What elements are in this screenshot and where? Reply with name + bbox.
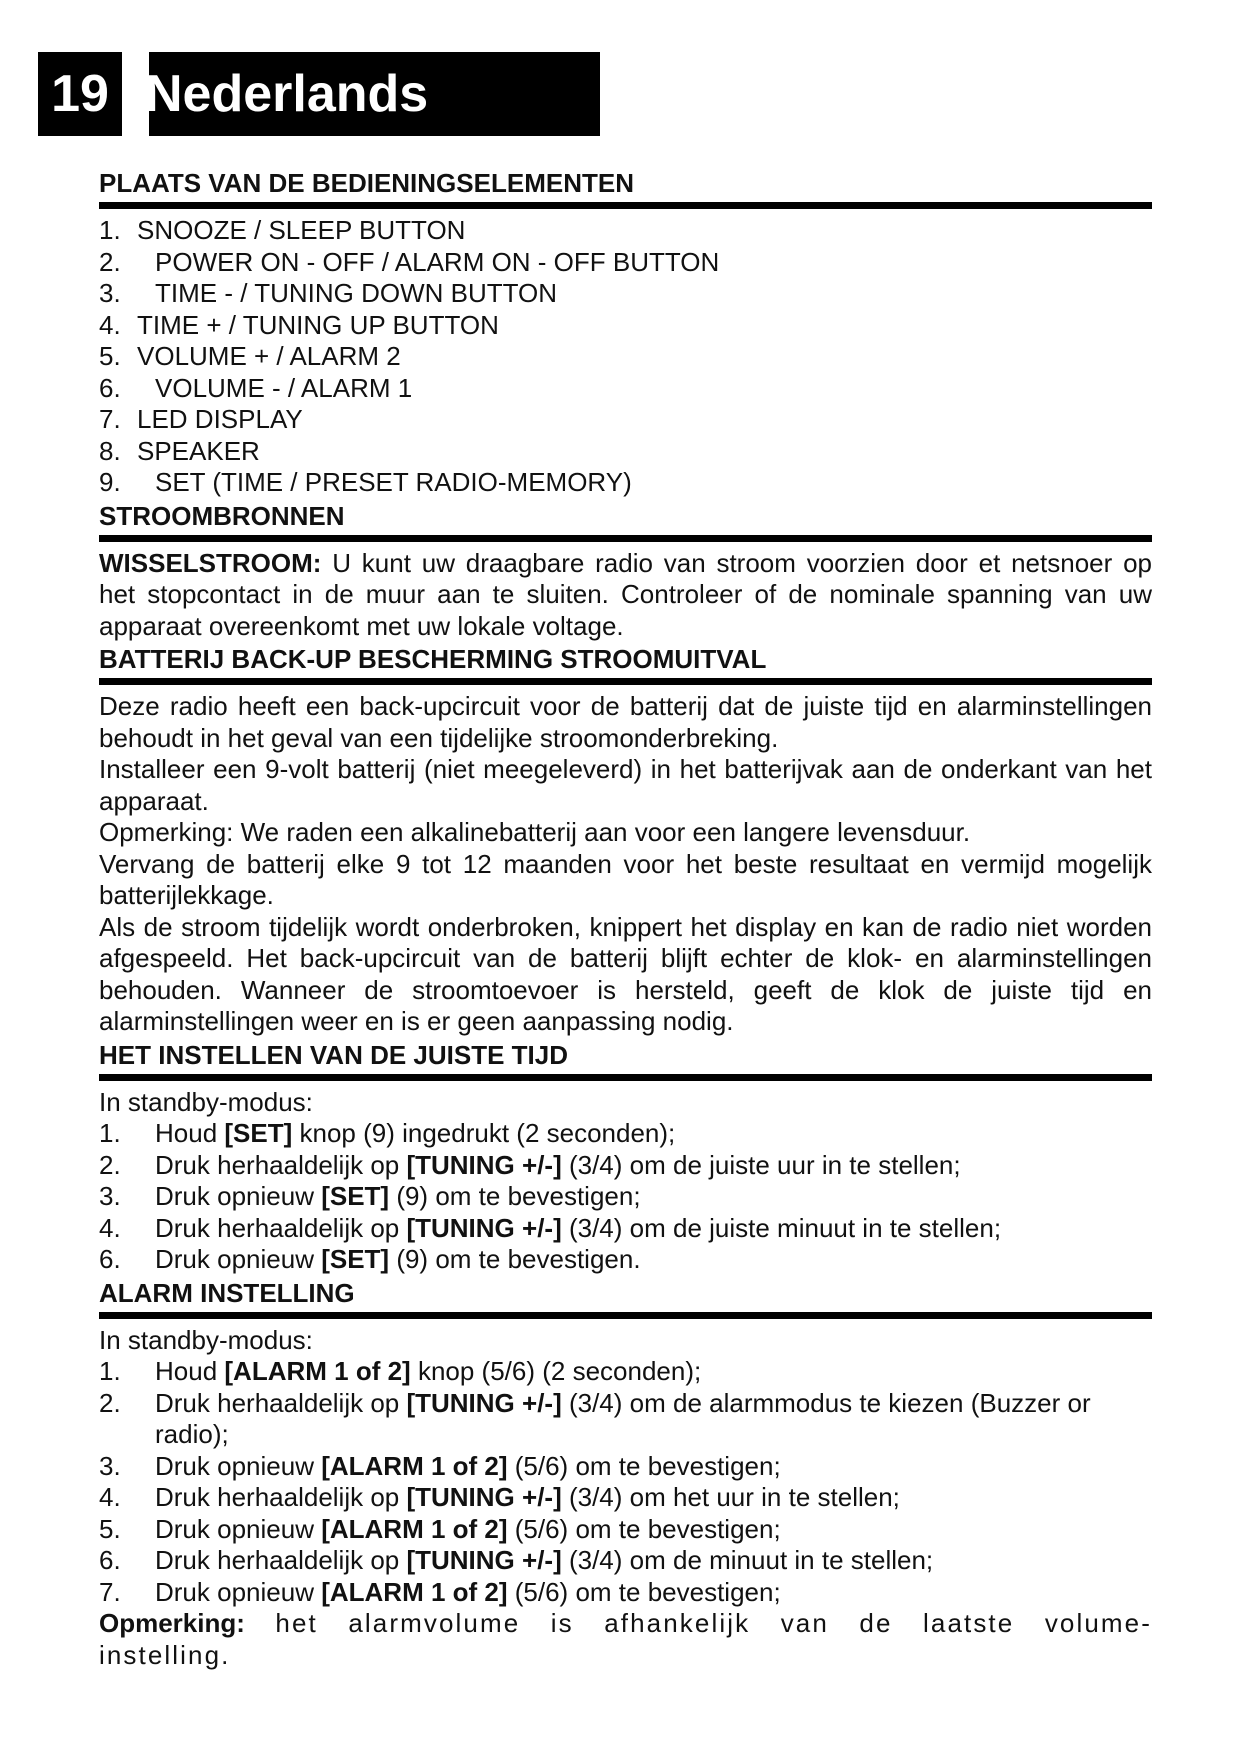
- item-text: SNOOZE / SLEEP BUTTON: [137, 215, 466, 245]
- battery-paragraph-5: Als de stroom tijdelijk wordt onderbroken, knippert het display en kan de radio niet worden afgespeeld. Het back-upcircuit van de batterij blijft echter de klok- en alarminstellingen behouden. Wanneer de stroomtoevoer is hersteld, geeft de klok de juiste tijd en alarminstellingen weer en is er geen aanpassing nodig.: [99, 911, 1152, 1036]
- step-text: Druk herhaaldelijk op [TUNING +/-] (3/4) om de juiste uur in te stellen;: [155, 1149, 961, 1180]
- list-item: [99, 1514, 1152, 1546]
- list-item: [99, 467, 1152, 499]
- list-item: [99, 1545, 1152, 1577]
- item-text: SET (TIME / PRESET RADIO-MEMORY): [155, 467, 632, 497]
- section-title: HET INSTELLEN VAN DE JUISTE TIJD: [99, 1039, 569, 1070]
- manual-content: [99, 168, 1152, 1671]
- page-number: 19: [38, 52, 122, 136]
- step-number: 6.: [99, 1244, 121, 1274]
- list-item: [99, 1150, 1152, 1182]
- step-number: 7.: [99, 1576, 121, 1607]
- list-item: [99, 404, 1152, 436]
- section-alarm: [99, 1278, 1152, 1672]
- list-item: [99, 1388, 1152, 1451]
- section-controls: [99, 168, 1152, 499]
- alarm-intro: In standby-modus:: [99, 1324, 313, 1355]
- item-text: TIME + / TUNING UP BUTTON: [137, 309, 499, 340]
- step-text: Druk opnieuw [ALARM 1 of 2] (5/6) om te bevestigen;: [155, 1576, 781, 1607]
- list-item: [99, 1181, 1152, 1213]
- section-rule: [99, 678, 1152, 685]
- language-title: [145, 52, 600, 136]
- section-rule: [99, 202, 1152, 209]
- list-item: [99, 341, 1152, 373]
- list-item: [99, 1482, 1152, 1514]
- note-lead: Opmerking:: [99, 1608, 245, 1638]
- step-number: 2.: [99, 1387, 121, 1418]
- step-text: Druk herhaaldelijk op [TUNING +/-] (3/4) om de alarmmodus te kiezen (Buzzer or radio);: [155, 1387, 1091, 1449]
- list-item: [99, 215, 1152, 247]
- section-time: [99, 1040, 1152, 1276]
- note-text: het alarmvolume is afhankelijk van de laatste volume-instelling.: [99, 1608, 1152, 1670]
- list-item: [99, 373, 1152, 405]
- item-number: 2.: [99, 246, 121, 277]
- list-item: [99, 1213, 1152, 1245]
- list-item: [99, 1451, 1152, 1483]
- section-title: BATTERIJ BACK-UP BESCHERMING STROOMUITVAL: [99, 644, 767, 674]
- step-text: Druk opnieuw [SET] (9) om te bevestigen;: [155, 1181, 641, 1211]
- item-number: 5.: [99, 341, 121, 371]
- language-label: Nederlands: [145, 65, 429, 123]
- section-rule: [99, 1312, 1152, 1319]
- step-text: Druk opnieuw [ALARM 1 of 2] (5/6) om te bevestigen;: [155, 1450, 781, 1481]
- power-text: U kunt uw draagbare radio van stroom voorzien door et netsnoer op het stopcontact in de muur aan te sluiten. Controleer of de nominale spanning van uw apparaat overeenkomt met uw lokale voltage.: [99, 547, 1152, 641]
- step-text: Druk opnieuw [ALARM 1 of 2] (5/6) om te bevestigen;: [155, 1513, 781, 1544]
- battery-paragraph-3: Opmerking: We raden een alkalinebatterij aan voor een langere levensduur.: [99, 817, 971, 847]
- item-number: 4.: [99, 309, 121, 340]
- step-text: Houd [SET] knop (9) ingedrukt (2 seconden);: [155, 1118, 676, 1148]
- step-number: 2.: [99, 1149, 121, 1180]
- item-text: SPEAKER: [137, 435, 260, 466]
- section-title: PLAATS VAN DE BEDIENINGSELEMENTEN: [99, 168, 634, 198]
- item-number: 8.: [99, 435, 121, 466]
- battery-paragraph-2: Installeer een 9-volt batterij (niet meegeleverd) in het batterijvak aan de onderkant van het apparaat.: [99, 754, 1152, 816]
- battery-paragraph-1: Deze radio heeft een back-upcircuit voor de batterij dat de juiste tijd en alarminstellingen behoudt in het geval van een tijdelijke stroomonderbreking.: [99, 691, 1152, 753]
- step-number: 4.: [99, 1212, 121, 1243]
- alarm-steps: [99, 1356, 1152, 1608]
- section-power: [99, 501, 1152, 643]
- power-paragraph: [99, 548, 1152, 643]
- step-number: 1.: [99, 1118, 121, 1148]
- section-title: ALARM INSTELLING: [99, 1277, 355, 1308]
- list-item: [99, 1577, 1152, 1609]
- section-rule: [99, 1074, 1152, 1081]
- step-number: 3.: [99, 1450, 121, 1481]
- list-item: [99, 247, 1152, 279]
- list-item: [99, 278, 1152, 310]
- list-item: [99, 1244, 1152, 1276]
- item-text: VOLUME + / ALARM 2: [137, 341, 401, 371]
- item-number: 6.: [99, 372, 121, 403]
- step-number: 4.: [99, 1482, 121, 1512]
- step-text: Druk herhaaldelijk op [TUNING +/-] (3/4) om de minuut in te stellen;: [155, 1545, 934, 1575]
- item-number: 3.: [99, 278, 121, 308]
- list-item: [99, 1356, 1152, 1388]
- item-number: 9.: [99, 467, 121, 497]
- time-intro: In standby-modus:: [99, 1086, 313, 1117]
- item-text: VOLUME - / ALARM 1: [155, 372, 413, 403]
- item-text: TIME - / TUNING DOWN BUTTON: [155, 278, 558, 308]
- step-text: Houd [ALARM 1 of 2] knop (5/6) (2 seconden);: [155, 1356, 702, 1386]
- step-number: 5.: [99, 1513, 121, 1544]
- step-text: Druk herhaaldelijk op [TUNING +/-] (3/4) om de juiste minuut in te stellen;: [155, 1212, 1002, 1243]
- step-text: Druk herhaaldelijk op [TUNING +/-] (3/4) om het uur in te stellen;: [155, 1482, 900, 1512]
- step-number: 6.: [99, 1545, 121, 1575]
- list-item: [99, 436, 1152, 468]
- controls-list: [99, 215, 1152, 499]
- list-item: [99, 1118, 1152, 1150]
- section-title: STROOMBRONNEN: [99, 500, 345, 531]
- battery-paragraph-4: Vervang de batterij elke 9 tot 12 maanden voor het beste resultaat en vermijd mogelijk batterijlekkage.: [99, 848, 1152, 910]
- section-rule: [99, 535, 1152, 542]
- step-number: 3.: [99, 1181, 121, 1211]
- item-text: LED DISPLAY: [137, 404, 303, 434]
- power-lead: WISSELSTROOM:: [99, 547, 322, 578]
- item-text: POWER ON - OFF / ALARM ON - OFF BUTTON: [155, 246, 720, 277]
- time-steps: [99, 1118, 1152, 1276]
- list-item: [99, 310, 1152, 342]
- item-number: 1.: [99, 215, 121, 245]
- item-number: 7.: [99, 404, 121, 434]
- step-number: 1.: [99, 1356, 121, 1386]
- step-text: Druk opnieuw [SET] (9) om te bevestigen.: [155, 1244, 641, 1274]
- section-battery: [99, 644, 1152, 1038]
- alarm-note: [99, 1608, 1152, 1671]
